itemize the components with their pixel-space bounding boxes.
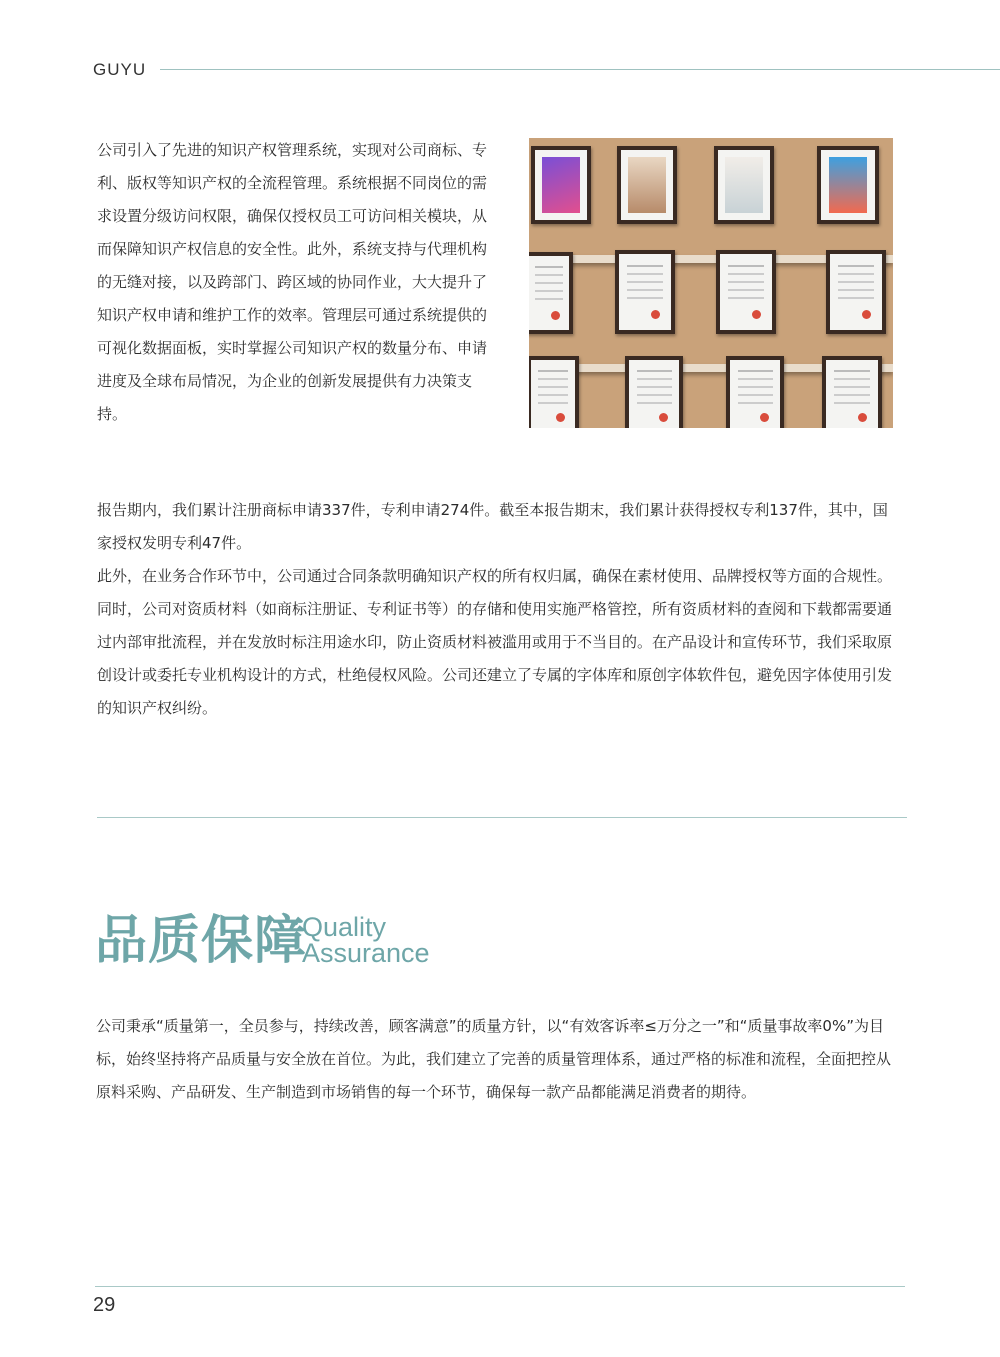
quality-paragraph: 公司秉承“质量第一，全员参与，持续改善，顾客满意”的质量方针，以“有效客诉率≤万分之一”和“质量事故率0%”为目标，始终坚持将产品质量与安全放在首位。为此，我们建立了完善的质量管理体系，通过严格的标准和流程，全面把控从原料采购、产品研发、生产制造到市场销售的每一个环节，确保每一款产品都能满足消费者的期待。 — [96, 1017, 892, 1101]
framed-certificate — [716, 250, 776, 334]
section-divider — [97, 817, 907, 818]
framed-poster — [817, 146, 879, 224]
ip-statistics-paragraph: 报告期内，我们累计注册商标申请337件，专利申请274件。截至本报告期末，我们累计获得授权专利137件，其中，国家授权发明专利47件。 — [97, 501, 888, 552]
framed-certificate — [726, 356, 784, 428]
framed-certificate — [529, 356, 579, 428]
section-title-en-line2: Assurance — [302, 938, 430, 968]
ip-protection-paragraph: 此外，在业务合作环节中，公司通过合同条款明确知识产权的所有权归属，确保在素材使用、品牌授权等方面的合规性。同时，公司对资质材料（如商标注册证、专利证书等）的存储和使用实施严格管控，所有资质材料的查阅和下载都需要通过内部审批流程，并在发放时标注用途水印，防止资质材料被滥用或用于不当目的。在产品设计和宣传环节，我们采取原创设计或委托专业机构设计的方式，杜绝侵权风险。公司还建立了专属的字体库和原创字体软件包，避免因字体使用引发的知识产权纠纷。 — [97, 567, 893, 717]
framed-poster — [617, 146, 677, 224]
section-title-en-line1: Quality — [302, 912, 387, 942]
intro-paragraph: 公司引入了先进的知识产权管理系统，实现对公司商标、专利、版权等知识产权的全流程管理。系统根据不同岗位的需求设置分级访问权限，确保仅授权员工可访问相关模块，从而保障知识产权信息的安全性。此外，系统支持与代理机构的无缝对接，以及跨部门、跨区域的协同作业，大大提升了知识产权申请和维护工作的效率。管理层可通过系统提供的可视化数据面板，实时掌握公司知识产权的数量分布、申请进度及全球布局情况，为企业的创新发展提供有力决策支持。 — [97, 141, 488, 423]
framed-certificate — [822, 356, 882, 428]
page-number: 29 — [93, 1294, 116, 1316]
framed-certificate — [826, 250, 886, 334]
framed-poster — [714, 146, 774, 224]
framed-certificate — [625, 356, 683, 428]
header-divider — [160, 69, 1000, 70]
footer-divider — [95, 1286, 905, 1287]
framed-certificate — [529, 252, 573, 334]
certificate-wall-photo — [529, 138, 893, 428]
section-title-cn: 品质保障 — [95, 910, 308, 971]
report-section — [97, 494, 902, 725]
framed-poster — [531, 146, 591, 224]
section-title-en — [302, 914, 430, 966]
brand-name: GUYU — [93, 60, 147, 79]
framed-certificate — [615, 250, 675, 334]
